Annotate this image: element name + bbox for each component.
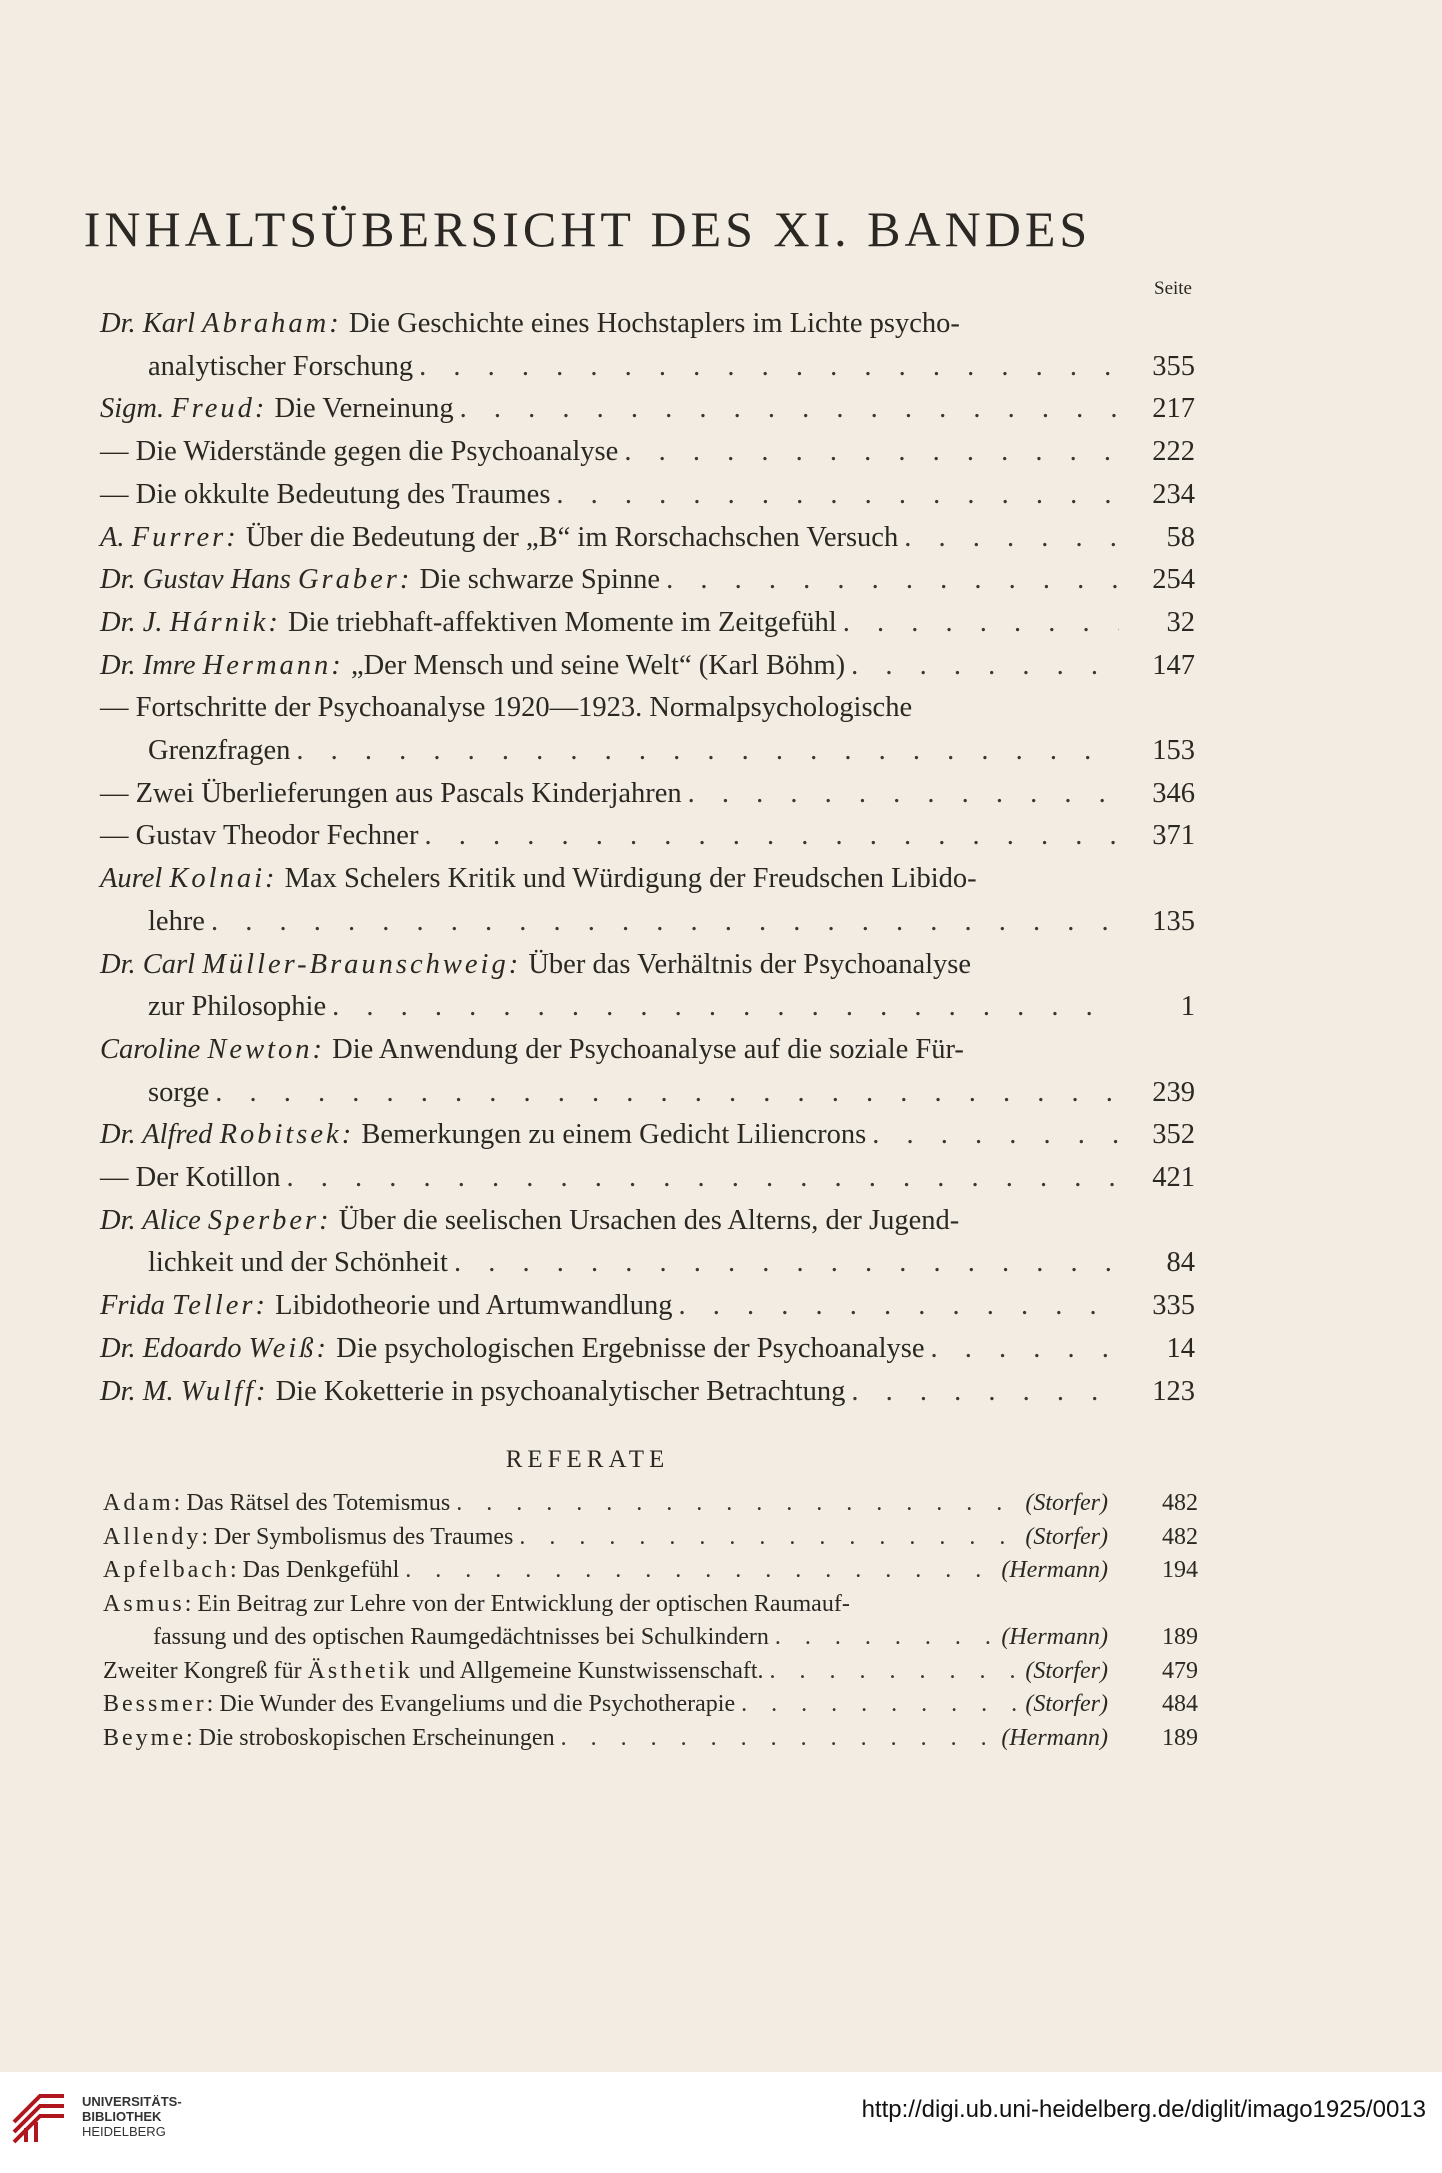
page-number: 189 bbox=[1162, 1724, 1198, 1751]
entry-title: Über die seelischen Ursachen des Alterns, der Jugend- bbox=[331, 1204, 960, 1236]
entry-title: Grenzfragen bbox=[148, 735, 291, 767]
author-name: Edoardo bbox=[142, 1332, 249, 1364]
page-number: 153 bbox=[1152, 735, 1195, 767]
toc-line bbox=[100, 1285, 1195, 1328]
referat-reviewer: (Storfer) bbox=[1025, 1657, 1108, 1684]
toc-line bbox=[100, 1114, 1195, 1157]
toc-entry bbox=[100, 944, 1195, 1029]
dot-leader bbox=[561, 1722, 996, 1756]
dot-leader bbox=[454, 1242, 1119, 1285]
toc-line bbox=[100, 1072, 1195, 1115]
page-number: 254 bbox=[1152, 564, 1195, 596]
entry-title: Max Schelers Kritik und Würdigung der Freudschen Libido- bbox=[277, 863, 977, 895]
referat-text bbox=[153, 1621, 769, 1655]
page-number: 239 bbox=[1152, 1076, 1195, 1108]
referat-title-prefix: Zweiter Kongreß für bbox=[103, 1657, 308, 1684]
entry-title: lichkeit und der Schönheit bbox=[148, 1247, 448, 1279]
entry-title: lehre bbox=[148, 905, 205, 937]
author-name: Carl bbox=[142, 948, 203, 980]
toc-entry bbox=[100, 815, 1195, 858]
dot-leader bbox=[332, 986, 1119, 1029]
toc-text bbox=[100, 1371, 845, 1414]
author-name: Sigm. bbox=[100, 393, 172, 425]
toc-entry bbox=[100, 858, 1195, 943]
referat-text bbox=[103, 1722, 555, 1756]
referat-text bbox=[103, 1655, 764, 1689]
author-surname: Robitsek: bbox=[219, 1119, 355, 1151]
page-number: 189 bbox=[1162, 1624, 1198, 1650]
author-title: Dr. bbox=[100, 606, 143, 638]
author-surname: Graber: bbox=[297, 564, 413, 596]
toc-text bbox=[100, 944, 971, 987]
referat-title: : Der Symbolismus des Traumes bbox=[201, 1523, 514, 1550]
entry-title: — Zwei Überlieferungen aus Pascals Kinderjahren bbox=[100, 777, 682, 809]
toc-line bbox=[100, 815, 1195, 858]
toc-text bbox=[100, 1157, 280, 1200]
referat-title: : Ein Beitrag zur Lehre von der Entwicklung der optischen Raumauf- bbox=[184, 1590, 850, 1617]
referat-author: Apfelbach bbox=[103, 1557, 230, 1583]
referat-title: : Die Wunder des Evangeliums und die Psychotherapie bbox=[206, 1691, 736, 1717]
toc-text bbox=[100, 303, 960, 346]
footer-bar bbox=[0, 2072, 1442, 2173]
toc-line bbox=[100, 1029, 1195, 1072]
entry-title: Die Geschichte eines Hochstaplers im Lichte psycho- bbox=[341, 308, 960, 339]
dot-leader bbox=[519, 1521, 1019, 1555]
author-title: Dr. bbox=[100, 308, 143, 339]
toc-line bbox=[100, 944, 1195, 987]
dot-leader bbox=[770, 1655, 1020, 1689]
entry-title: Die schwarze Spinne bbox=[412, 564, 661, 596]
toc-line bbox=[100, 1328, 1195, 1371]
author-title: Dr. bbox=[100, 948, 143, 980]
author-name: Alfred bbox=[142, 1119, 220, 1151]
dot-leader bbox=[904, 517, 1119, 560]
referat-entry bbox=[103, 1487, 1198, 1521]
page-number: 352 bbox=[1152, 1119, 1195, 1151]
dot-leader bbox=[931, 1328, 1120, 1371]
library-logo-icon bbox=[6, 2082, 72, 2148]
page-number: 355 bbox=[1152, 350, 1195, 382]
toc-line bbox=[100, 1157, 1195, 1200]
entry-title: sorge bbox=[148, 1076, 210, 1108]
entry-title: — Die Widerstände gegen die Psychoanalyse bbox=[100, 436, 619, 468]
referat-line bbox=[103, 1655, 1198, 1689]
toc-line bbox=[100, 303, 1195, 346]
referat-title: fassung und des optischen Raumgedächtnisses bei Schulkindern bbox=[153, 1624, 769, 1650]
author-title: Dr. bbox=[100, 1119, 143, 1151]
author-name: Alice bbox=[142, 1204, 208, 1236]
entry-title: — Die okkulte Bedeutung des Traumes bbox=[100, 478, 551, 510]
referat-reviewer: (Storfer) bbox=[1025, 1490, 1108, 1516]
referat-reviewer: (Hermann) bbox=[1001, 1557, 1108, 1583]
library-name bbox=[82, 2094, 182, 2139]
page-number: 335 bbox=[1152, 1290, 1195, 1322]
author-name: A. bbox=[100, 521, 132, 553]
library-name-line2: BIBLIOTHEK bbox=[82, 2109, 162, 2124]
author-name: Karl bbox=[142, 308, 203, 339]
dot-leader bbox=[872, 1114, 1119, 1157]
toc-text bbox=[100, 559, 660, 602]
author-surname: Abraham: bbox=[202, 308, 342, 339]
entry-title: — Gustav Theodor Fechner bbox=[100, 820, 419, 852]
entry-title: Die Koketterie in psychoanalytischer Betrachtung bbox=[268, 1375, 846, 1407]
page-number: 194 bbox=[1162, 1557, 1198, 1583]
toc-text bbox=[148, 1072, 209, 1115]
toc-text bbox=[148, 986, 326, 1029]
referat-author: Bessmer bbox=[103, 1691, 207, 1717]
dot-leader bbox=[211, 901, 1119, 944]
author-title: Dr. bbox=[100, 564, 143, 596]
toc-line bbox=[100, 1242, 1195, 1285]
toc-text bbox=[100, 1285, 672, 1328]
referat-line bbox=[103, 1688, 1198, 1722]
dot-leader bbox=[405, 1554, 995, 1588]
toc-line bbox=[100, 901, 1195, 944]
page-number: 222 bbox=[1152, 436, 1195, 468]
referat-text bbox=[103, 1521, 513, 1555]
entry-title: „Der Mensch und seine Welt“ (Karl Böhm) bbox=[343, 649, 846, 681]
toc-entry bbox=[100, 1200, 1195, 1285]
toc-line bbox=[100, 1371, 1195, 1414]
page-number: 482 bbox=[1162, 1523, 1198, 1550]
referat-title: : Die stroboskopischen Erscheinungen bbox=[185, 1724, 555, 1751]
toc-entry bbox=[100, 517, 1195, 560]
author-name: Aurel bbox=[100, 863, 170, 895]
toc-line bbox=[100, 346, 1195, 389]
referat-entry bbox=[103, 1554, 1198, 1588]
referat-reviewer: (Storfer) bbox=[1025, 1691, 1108, 1717]
page-column-label: Seite bbox=[1154, 278, 1192, 299]
toc-text bbox=[100, 645, 845, 688]
page-number: 1 bbox=[1180, 991, 1195, 1023]
toc-entry bbox=[100, 602, 1195, 645]
toc-entry bbox=[100, 1285, 1195, 1328]
page-number: 135 bbox=[1152, 905, 1195, 937]
toc-text bbox=[100, 474, 550, 517]
toc-line bbox=[100, 517, 1195, 560]
toc-line bbox=[100, 602, 1195, 645]
dot-leader bbox=[775, 1621, 995, 1655]
toc-text bbox=[100, 517, 898, 560]
author-name: M. bbox=[142, 1375, 181, 1407]
entry-title: Über das Verhältnis der Psychoanalyse bbox=[521, 948, 972, 980]
author-title: Dr. bbox=[100, 1332, 143, 1364]
author-surname: Furrer: bbox=[131, 521, 239, 553]
referat-line bbox=[103, 1521, 1198, 1555]
page-number: 421 bbox=[1152, 1162, 1195, 1194]
author-surname: Kolnai: bbox=[169, 863, 278, 895]
author-name: Frida bbox=[100, 1290, 173, 1322]
referat-line bbox=[103, 1487, 1198, 1521]
dot-leader bbox=[688, 773, 1119, 816]
entry-title: Die Verneinung bbox=[267, 393, 454, 425]
entry-title: analytischer Forschung bbox=[148, 350, 414, 382]
toc-entry bbox=[100, 645, 1195, 688]
toc-text bbox=[100, 431, 618, 474]
referat-entry bbox=[103, 1588, 1198, 1655]
toc-text bbox=[100, 388, 454, 431]
entry-title: Libidotheorie und Artumwandlung bbox=[268, 1290, 673, 1322]
dot-leader bbox=[851, 1371, 1119, 1414]
referat-text bbox=[103, 1688, 735, 1722]
page-number: 371 bbox=[1152, 820, 1195, 852]
toc-text bbox=[100, 1200, 959, 1243]
toc-entry bbox=[100, 474, 1195, 517]
toc-text bbox=[100, 815, 418, 858]
referat-line bbox=[103, 1722, 1198, 1756]
toc-entry bbox=[100, 303, 1195, 388]
toc-line bbox=[100, 559, 1195, 602]
toc-entry bbox=[100, 559, 1195, 602]
dot-leader bbox=[666, 559, 1119, 602]
entry-title: Die Anwendung der Psychoanalyse auf die soziale Für- bbox=[324, 1033, 964, 1065]
toc-text bbox=[100, 1029, 964, 1072]
toc-line bbox=[100, 730, 1195, 773]
toc-text bbox=[100, 858, 977, 901]
entry-title: Die triebhaft-affektiven Momente im Zeitgefühl bbox=[280, 606, 837, 638]
page-number: 234 bbox=[1152, 478, 1195, 510]
toc-line bbox=[100, 388, 1195, 431]
referat-reviewer: (Storfer) bbox=[1025, 1523, 1108, 1550]
page-number: 479 bbox=[1162, 1657, 1198, 1684]
dot-leader bbox=[424, 815, 1119, 858]
dot-leader bbox=[678, 1285, 1119, 1328]
referat-entry bbox=[103, 1521, 1198, 1555]
page-number: 14 bbox=[1166, 1332, 1195, 1364]
toc-line bbox=[100, 858, 1195, 901]
author-name: Imre bbox=[142, 649, 203, 681]
dot-leader bbox=[286, 1157, 1119, 1200]
referat-author: Beyme bbox=[103, 1724, 186, 1751]
toc-entry bbox=[100, 687, 1195, 772]
page-number: 346 bbox=[1152, 777, 1195, 809]
referat-entry bbox=[103, 1655, 1198, 1689]
author-surname: Weiß: bbox=[248, 1332, 330, 1364]
page-number: 482 bbox=[1162, 1490, 1198, 1516]
referate-list bbox=[103, 1487, 1198, 1755]
referate-heading: REFERATE bbox=[505, 1446, 670, 1473]
author-name: J. bbox=[142, 606, 170, 638]
entry-title: Bemerkungen zu einem Gedicht Liliencrons bbox=[354, 1119, 867, 1151]
referat-title: und Allgemeine Kunstwissenschaft. bbox=[412, 1657, 764, 1684]
toc-entry bbox=[100, 431, 1195, 474]
toc-line bbox=[100, 1200, 1195, 1243]
toc-line bbox=[100, 431, 1195, 474]
author-surname: Freud: bbox=[171, 393, 268, 425]
toc-line bbox=[100, 687, 1195, 730]
toc-text bbox=[100, 687, 912, 730]
referat-reviewer: (Hermann) bbox=[1001, 1624, 1108, 1650]
author-name: Gustav Hans bbox=[142, 564, 298, 596]
toc-entry bbox=[100, 1157, 1195, 1200]
toc-line bbox=[100, 474, 1195, 517]
author-title: Dr. bbox=[100, 1375, 143, 1407]
author-surname: Newton: bbox=[207, 1033, 325, 1065]
table-of-contents bbox=[100, 303, 1195, 1413]
referat-line bbox=[103, 1621, 1198, 1655]
referat-author: Asmus bbox=[103, 1590, 185, 1617]
referat-entry bbox=[103, 1722, 1198, 1756]
toc-line bbox=[100, 773, 1195, 816]
page-number: 123 bbox=[1152, 1375, 1195, 1407]
author-surname: Teller: bbox=[172, 1290, 268, 1322]
dot-leader bbox=[215, 1072, 1119, 1115]
toc-text bbox=[100, 773, 682, 816]
author-title: Dr. bbox=[100, 1204, 143, 1236]
toc-text bbox=[148, 1242, 448, 1285]
entry-title: Über die Bedeutung der „B“ im Rorschachschen Versuch bbox=[238, 521, 899, 553]
toc-text bbox=[100, 1328, 925, 1371]
toc-text bbox=[100, 1114, 866, 1157]
dot-leader bbox=[456, 1487, 1019, 1521]
referat-author: Adam bbox=[103, 1490, 174, 1516]
source-url[interactable]: http://digi.ub.uni-heidelberg.de/diglit/imago1925/0013 bbox=[861, 2096, 1426, 2123]
referat-author: Ästhetik bbox=[307, 1657, 413, 1684]
author-surname: Wulff: bbox=[180, 1375, 269, 1407]
toc-entry bbox=[100, 1371, 1195, 1414]
toc-text bbox=[148, 901, 205, 944]
referat-text bbox=[103, 1487, 450, 1521]
entry-title: zur Philosophie bbox=[148, 991, 327, 1023]
referat-title: : Das Rätsel des Totemismus bbox=[173, 1490, 451, 1516]
author-name: Caroline bbox=[100, 1033, 208, 1065]
referat-line bbox=[103, 1554, 1198, 1588]
dot-leader bbox=[556, 474, 1119, 517]
entry-title: Die psychologischen Ergebnisse der Psychoanalyse bbox=[329, 1332, 925, 1364]
library-name-line1: UNIVERSITÄTS- bbox=[82, 2094, 182, 2109]
dot-leader bbox=[843, 602, 1119, 645]
referat-author: Allendy bbox=[103, 1523, 202, 1550]
toc-entry bbox=[100, 1114, 1195, 1157]
toc-line bbox=[100, 986, 1195, 1029]
referat-line bbox=[103, 1588, 1198, 1622]
dot-leader bbox=[296, 730, 1119, 773]
author-surname: Hárnik: bbox=[169, 606, 281, 638]
toc-entry bbox=[100, 388, 1195, 431]
page-number: 84 bbox=[1166, 1247, 1195, 1279]
page-number: 32 bbox=[1166, 606, 1195, 638]
referat-text bbox=[103, 1554, 399, 1588]
toc-entry bbox=[100, 773, 1195, 816]
page-number: 58 bbox=[1166, 521, 1195, 553]
author-title: Dr. bbox=[100, 649, 143, 681]
toc-entry bbox=[100, 1029, 1195, 1114]
dot-leader bbox=[851, 645, 1119, 688]
author-surname: Sperber: bbox=[207, 1204, 332, 1236]
referat-title: : Das Denkgefühl bbox=[229, 1557, 400, 1583]
page-number: 217 bbox=[1152, 393, 1195, 425]
referat-text bbox=[103, 1588, 850, 1622]
toc-line bbox=[100, 645, 1195, 688]
toc-text bbox=[148, 730, 290, 773]
toc-entry bbox=[100, 1328, 1195, 1371]
dot-leader bbox=[419, 346, 1119, 389]
referat-reviewer: (Hermann) bbox=[1001, 1724, 1108, 1751]
author-surname: Hermann: bbox=[202, 649, 344, 681]
toc-text bbox=[148, 346, 413, 389]
dot-leader bbox=[460, 388, 1119, 431]
author-surname: Müller-Braunschweig: bbox=[202, 948, 522, 980]
referat-entry bbox=[103, 1688, 1198, 1722]
toc-text bbox=[100, 602, 837, 645]
entry-title: — Der Kotillon bbox=[100, 1162, 281, 1194]
page-title: INHALTSÜBERSICHT DES XI. BANDES bbox=[83, 201, 1092, 257]
dot-leader bbox=[624, 431, 1119, 474]
page-number: 147 bbox=[1152, 649, 1195, 681]
entry-title: — Fortschritte der Psychoanalyse 1920—1923. Normalpsychologische bbox=[100, 692, 913, 724]
dot-leader bbox=[741, 1688, 1019, 1722]
library-name-line3: HEIDELBERG bbox=[82, 2124, 166, 2139]
page-number: 484 bbox=[1162, 1691, 1198, 1717]
